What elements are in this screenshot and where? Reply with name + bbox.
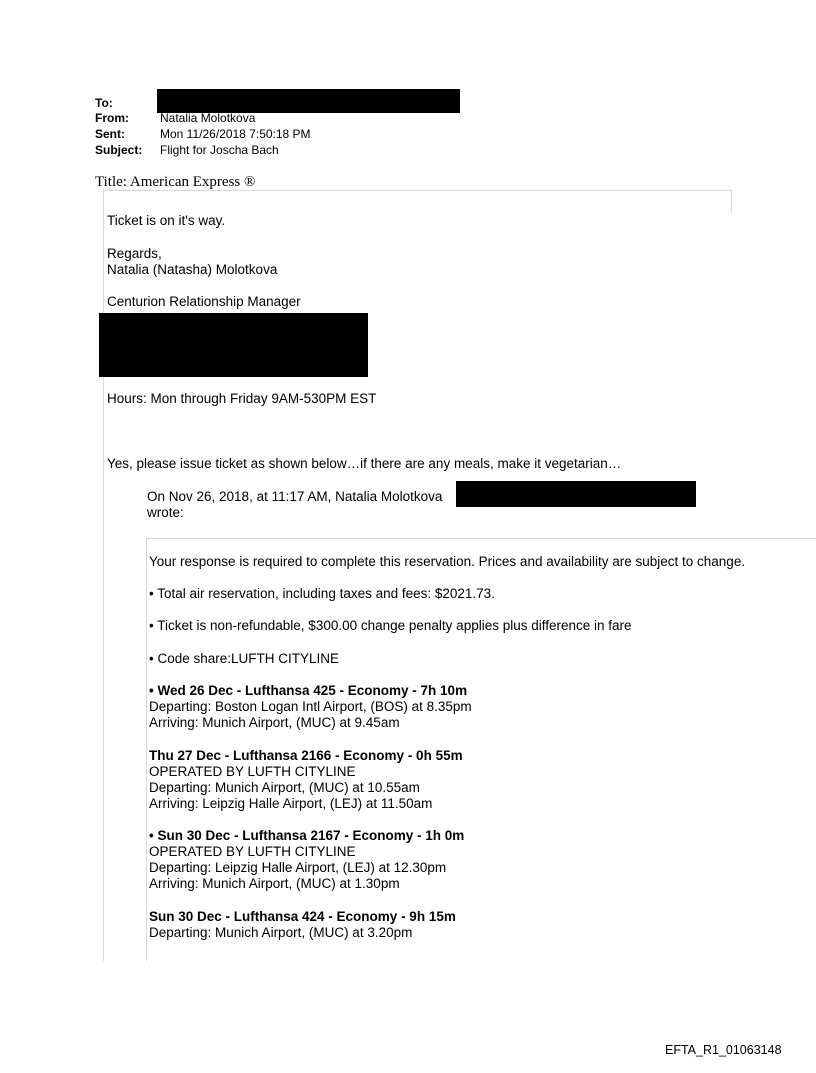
title-line: Title: American Express ®: [95, 174, 256, 190]
flight-arriving: Arriving: Munich Airport, (MUC) at 9.45am: [149, 715, 400, 730]
subject-label: Subject:: [95, 143, 143, 157]
flight-heading: • Wed 26 Dec - Lufthansa 425 - Economy - 7h 10m: [149, 683, 468, 698]
quote-wrote: wrote:: [147, 505, 184, 520]
flight-departing: Departing: Leipzig Halle Airport, (LEJ) at 12.30pm: [149, 860, 447, 875]
from-value: Natalia Molotkova: [160, 111, 256, 125]
flight-operated: OPERATED BY LUFTH CITYLINE: [149, 844, 356, 859]
quote-intro: On Nov 26, 2018, at 11:17 AM, Natalia Molotkova: [147, 489, 443, 504]
reply-name: Natalia (Natasha) Molotkova: [107, 262, 278, 277]
reply-regards: Regards,: [107, 246, 162, 261]
reply-frame-right-edge: [731, 190, 732, 212]
to-redaction: [157, 89, 460, 113]
flight-departing: Departing: Munich Airport, (MUC) at 3.20pm: [149, 925, 413, 940]
signature-redaction: [99, 313, 368, 377]
request-message: Yes, please issue ticket as shown below…if there are any meals, make it vegetarian…: [107, 456, 622, 471]
flight-heading: Sun 30 Dec - Lufthansa 424 - Economy - 9h 15m: [149, 909, 456, 924]
to-label: To:: [95, 96, 113, 110]
sent-value: Mon 11/26/2018 7:50:18 PM: [160, 127, 311, 141]
flight-heading: • Sun 30 Dec - Lufthansa 2167 - Economy - 1h 0m: [149, 828, 465, 843]
flight-heading: Thu 27 Dec - Lufthansa 2166 - Economy - 0h 55m: [149, 748, 463, 763]
flight-operated: OPERATED BY LUFTH CITYLINE: [149, 764, 356, 779]
flight-arriving: Arriving: Munich Airport, (MUC) at 1.30pm: [149, 876, 400, 891]
sent-label: Sent:: [95, 127, 125, 141]
bullet-total: • Total air reservation, including taxes and fees: $2021.73.: [149, 586, 495, 601]
flight-departing: Departing: Boston Logan Intl Airport, (BOS) at 8.35pm: [149, 699, 472, 714]
subject-value: Flight for Joscha Bach: [160, 143, 279, 157]
reply-hours: Hours: Mon through Friday 9AM-530PM EST: [107, 391, 377, 406]
bullet-code: • Code share:LUFTH CITYLINE: [149, 651, 340, 666]
sent-row: [95, 127, 311, 142]
from-label: From:: [95, 111, 129, 125]
from-row: [95, 111, 255, 126]
reply-role: Centurion Relationship Manager: [107, 294, 301, 309]
response-required: Your response is required to complete this reservation. Prices and availability are subject to change.: [149, 554, 746, 569]
flight-arriving: Arriving: Leipzig Halle Airport, (LEJ) at 11.50am: [149, 796, 433, 811]
document-id: EFTA_R1_01063148: [665, 1043, 782, 1057]
subject-row: [95, 143, 279, 158]
flight-departing: Departing: Munich Airport, (MUC) at 10.55am: [149, 780, 420, 795]
reply-line: Ticket is on it's way.: [107, 213, 226, 228]
to-row: [95, 96, 160, 111]
bullet-ticket: • Ticket is non-refundable, $300.00 change penalty applies plus difference in fare: [149, 618, 632, 633]
email-redaction: [456, 481, 696, 507]
